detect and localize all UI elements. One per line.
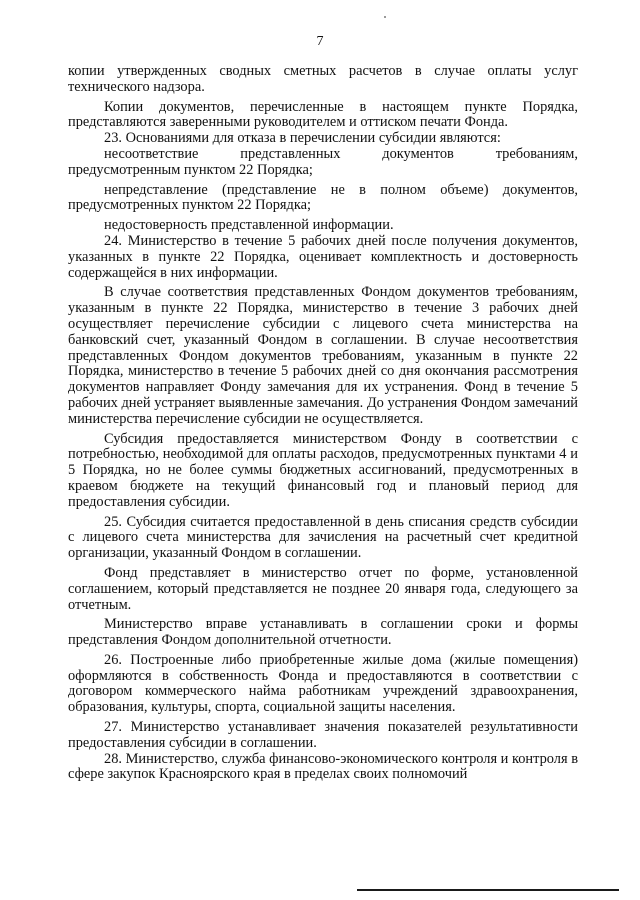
- paragraph-item-25: 25. Субсидия считается предоставленной в день списания средств субсидии с лицевого счета министерства для зачисления на расчетный счет кредитной организации, указанный Фондом в соглашении.: [68, 513, 578, 562]
- paragraph-item-27: 27. Министерство устанавливает значения показателей результативности предоставления субсидии в соглашении.: [68, 719, 578, 751]
- scan-speck: [384, 16, 386, 18]
- paragraph-compliance-transfer: В случае соответствия представленных Фондом документов требованиям, указанным в пункте 22 Порядка, министерство в течение 3 рабочих дней осуществляет перечисление субсидии с лицевого счета министерства на банковский счет, указанный Фондом в соглашении. В случае несоответствия представленных Фондом документов требованиям, указанным в пункте 22 Порядка, министерство в течение 5 рабочих дней со дня окончания рассмотрения документов направляет Фонду замечания для их устранения. Фонд в течение 5 рабочих дней устраняет выявленные замечания. До устранения Фондом замечаний министерства перечисление субсидии не осуществляется.: [68, 284, 578, 427]
- paragraph-item-26: 26. Построенные либо приобретенные жилые дома (жилые помещения) оформляются в собственность Фонда и предоставляются в соответствии с договором коммерческого найма работникам учреждений здравоохранения, образования, культуры, спорта, социальной защиты населения.: [68, 651, 578, 716]
- paragraph-copies-certified: Копии документов, перечисленные в настоящем пункте Порядка, представляются заверенными руководителем и оттиском печати Фонда.: [68, 98, 578, 131]
- page-number: 7: [316, 34, 324, 49]
- paragraph-additional-reporting: Министерство вправе устанавливать в соглашении сроки и формы представления Фондом дополнительной отчетности.: [68, 616, 578, 649]
- paragraph-copies-estimates: копии утвержденных сводных сметных расчетов в случае оплаты услуг технического надзора.: [68, 63, 578, 95]
- paragraph-refusal-mismatch: несоответствие представленных документов требованиям, предусмотренным пунктом 22 Порядка;: [68, 145, 578, 178]
- footer-rule: [357, 889, 619, 891]
- paragraph-refusal-unreliable: недостоверность представленной информации.: [104, 217, 394, 234]
- paragraph-item-23: 23. Основаниями для отказа в перечислении субсидии являются:: [104, 130, 501, 147]
- paragraph-fund-report: Фонд представляет в министерство отчет по форме, установленной соглашением, который представляется не позднее 20 января года, следующего за отчетным.: [68, 564, 578, 613]
- paragraph-refusal-missing: непредставление (представление не в полном объеме) документов, предусмотренных пунктом 22 Порядка;: [68, 181, 578, 214]
- paragraph-subsidy-provision: Субсидия предоставляется министерством Фонду в соответствии с потребностью, необходимой для оплаты расходов, предусмотренных пунктами 4 и 5 Порядка, но не более суммы бюджетных ассигнований, предусмотренных в краевом бюджете на текущий финансовый год и плановый период для предоставления субсидии.: [68, 430, 578, 510]
- document-body: [68, 64, 578, 783]
- paragraph-item-28: 28. Министерство, служба финансово-экономического контроля и контроля в сфере закупок Красноярского края в пределах своих полномочий: [68, 750, 578, 783]
- paragraph-item-24: 24. Министерство в течение 5 рабочих дней после получения документов, указанных в пункте 22 Порядка, оценивает комплектность и достоверность содержащейся в них информации.: [68, 232, 578, 281]
